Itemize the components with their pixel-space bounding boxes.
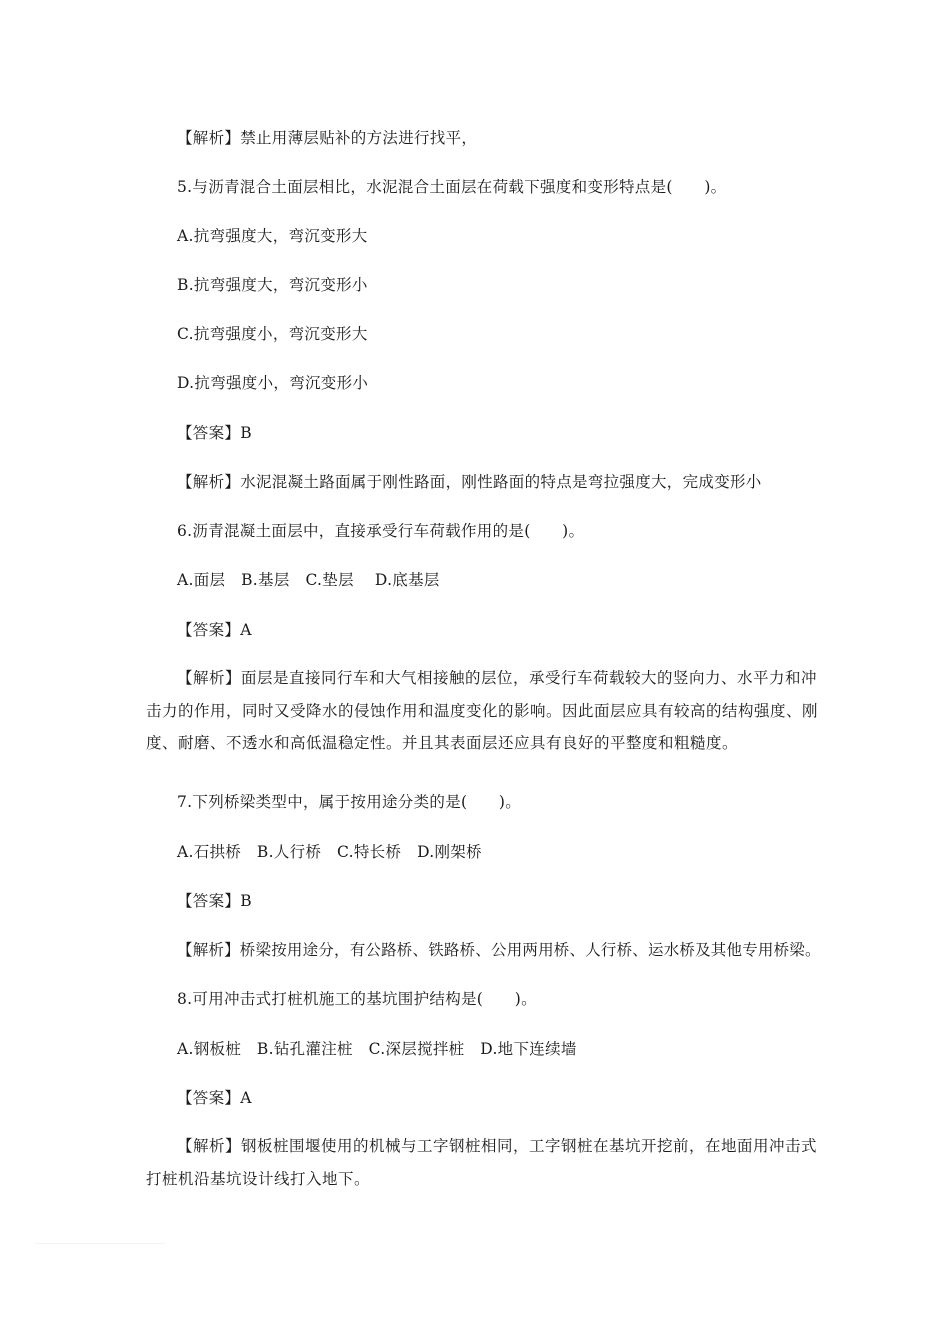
analysis-q4: 【解析】禁止用薄层贴补的方法进行找平， bbox=[177, 129, 478, 147]
question-5-option-c: C.抗弯强度小，弯沉变形大 bbox=[177, 325, 368, 343]
question-6-stem: 6.沥青混凝土面层中，直接承受行车荷载作用的是( )。 bbox=[177, 522, 585, 540]
question-5-option-b: B.抗弯强度大，弯沉变形小 bbox=[177, 276, 368, 294]
question-7-answer: 【答案】B bbox=[177, 892, 252, 910]
question-8-answer: 【答案】A bbox=[177, 1089, 252, 1107]
question-7-options: A.石拱桥 B.人行桥 C.特长桥 D.刚架桥 bbox=[177, 843, 482, 861]
question-5-answer: 【答案】B bbox=[177, 424, 252, 442]
question-5-analysis: 【解析】水泥混凝土路面属于刚性路面，刚性路面的特点是弯拉强度大，完成变形小 bbox=[177, 473, 762, 491]
question-8-options: A.钢板桩 B.钻孔灌注桩 C.深层搅拌桩 D.地下连续墙 bbox=[177, 1040, 577, 1058]
question-6-answer: 【答案】A bbox=[177, 621, 252, 639]
question-7-stem: 7.下列桥梁类型中，属于按用途分类的是( )。 bbox=[177, 793, 522, 811]
question-6-analysis: 【解析】面层是直接同行车和大气相接触的层位，承受行车荷载较大的竖向力、水平力和冲击力的作用，同时又受降水的侵蚀作用和温度变化的影响。因此面层应具有较高的结构强度、刚度、耐磨、不透水和高低温稳定性。并且其表面层还应具有良好的平整度和粗糙度。 bbox=[146, 669, 819, 752]
question-6-options: A.面层 B.基层 C.垫层 D.底基层 bbox=[177, 571, 440, 589]
question-5-option-d: D.抗弯强度小，弯沉变形小 bbox=[177, 374, 369, 392]
question-8-stem: 8.可用冲击式打桩机施工的基坑围护结构是( )。 bbox=[177, 990, 537, 1008]
question-8-analysis: 【解析】钢板桩围堰使用的机械与工字钢桩相同，工字钢桩在基坑开挖前，在地面用冲击式打桩机沿基坑设计线打入地下。 bbox=[146, 1137, 818, 1188]
question-5-stem: 5.与沥青混合土面层相比，水泥混合土面层在荷载下强度和变形特点是( )。 bbox=[177, 178, 727, 196]
question-5-option-a: A.抗弯强度大，弯沉变形大 bbox=[177, 227, 368, 245]
footer-divider bbox=[35, 1243, 165, 1244]
question-7-analysis: 【解析】桥梁按用途分，有公路桥、铁路桥、公用两用桥、人行桥、运水桥及其他专用桥梁。 bbox=[177, 941, 821, 959]
